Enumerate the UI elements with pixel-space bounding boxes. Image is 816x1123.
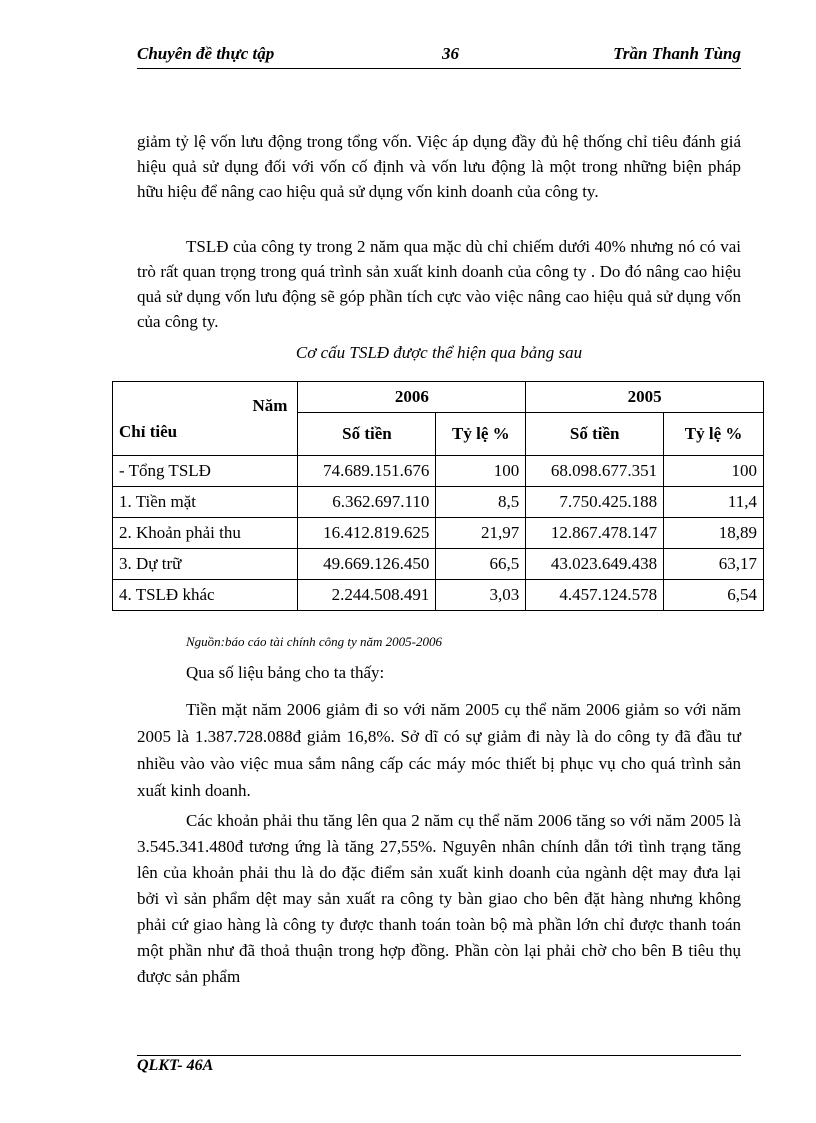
corner-year-label: Năm [252,396,288,415]
amount-2005: 43.023.649.438 [526,549,664,580]
paragraph-4: Tiền mặt năm 2006 giảm đi so với năm 2005 cụ thể năm 2006 giảm so với năm 2005 là 1.387.728.088đ giảm 16,8%. Sở dĩ có sự giảm đi này là do công ty đã đầu tư nhiều vào vào việc mua sắm nâng cấp các máy móc thiết bị phục vụ cho quá trình sản xuất kinh doanh. [137,700,741,800]
tsld-structure-table [112,381,764,611]
percent-2005: 18,89 [664,518,764,549]
table-row [113,487,764,518]
percent-2005: 100 [664,456,764,487]
column-header-amount-2005: Số tiền [526,413,664,456]
page-number: 36 [442,44,459,63]
header-author: Trần Thanh Tùng [613,44,741,63]
percent-2006: 21,97 [436,518,526,549]
table-row [113,580,764,611]
percent-2005: 6,54 [664,580,764,611]
row-label: 4. TSLĐ khác [113,580,298,611]
amount-2006: 2.244.508.491 [298,580,436,611]
row-label: - Tổng TSLĐ [113,456,298,487]
corner-indicator-label: Chỉ tiêu [119,422,178,441]
year-header-2005: 2005 [526,382,764,413]
amount-2005: 12.867.478.147 [526,518,664,549]
paragraph-2: TSLĐ của công ty trong 2 năm qua mặc dù chỉ chiếm dưới 40% nhưng nó có vai trò rất quan trọng trong quá trình sản xuất kinh doanh của công ty . Do đó nâng cao hiệu quả sử dụng vốn lưu động sẽ góp phần tích cực vào việc nâng cao hiệu quả sử dụng vốn của công ty. [137,237,741,331]
amount-2006: 16.412.819.625 [298,518,436,549]
row-label: 1. Tiền mặt [113,487,298,518]
header-title: Chuyên đề thực tập [137,44,275,63]
table-row [113,456,764,487]
table-row [113,518,764,549]
header-divider [137,68,741,69]
table-row [113,549,764,580]
amount-2005: 7.750.425.188 [526,487,664,518]
paragraph-3: Qua số liệu bảng cho ta thấy: [186,663,385,682]
percent-2006: 100 [436,456,526,487]
amount-2005: 4.457.124.578 [526,580,664,611]
amount-2006: 49.669.126.450 [298,549,436,580]
year-header-2006: 2006 [298,382,526,413]
row-label: 2. Khoản phải thu [113,518,298,549]
page-footer: QLKT- 46A [137,1057,214,1074]
table-corner-cell [113,382,298,456]
paragraph-5: Các khoản phải thu tăng lên qua 2 năm cụ thể năm 2006 tăng so với năm 2005 là 3.545.341.480đ tương ứng là tăng 27,55%. Nguyên nhân chính dẫn tới tình trạng tăng lên của khoản phải thu là do đặc điểm sản xuất kinh doanh của ngành dệt may đưa lại bởi vì sản phẩm dệt may sản xuất ra công ty bàn giao cho bên đặt hàng nhưng không phải cứ giao hàng là công ty được thanh toán toàn bộ mà phần lớn chỉ được thanh toán một phần như đã thoả thuận trong hợp đồng. Phần còn lại phải chờ cho bên B tiêu thụ được sản phẩm [137,811,741,986]
paragraph-1: giảm tỷ lệ vốn lưu động trong tổng vốn. Việc áp dụng đầy đủ hệ thống chỉ tiêu đánh giá hiệu quả sử dụng đối với vốn cố định và vốn lưu động là một trong những biện pháp hữu hiệu để nâng cao hiệu quả sử dụng vốn kinh doanh của công ty. [137,132,741,201]
percent-2005: 11,4 [664,487,764,518]
table-source-note: Nguồn:báo cáo tài chính công ty năm 2005-2006 [186,634,442,649]
column-header-percent-2006: Tỷ lệ % [436,413,526,456]
percent-2005: 63,17 [664,549,764,580]
page-header [137,44,741,68]
row-label: 3. Dự trữ [113,549,298,580]
column-header-amount-2006: Số tiền [298,413,436,456]
percent-2006: 8,5 [436,487,526,518]
percent-2006: 66,5 [436,549,526,580]
amount-2006: 6.362.697.110 [298,487,436,518]
amount-2005: 68.098.677.351 [526,456,664,487]
footer-divider [137,1055,741,1056]
percent-2006: 3,03 [436,580,526,611]
table-caption: Cơ cấu TSLĐ được thể hiện qua bảng sau [295,343,583,362]
amount-2006: 74.689.151.676 [298,456,436,487]
column-header-percent-2005: Tỷ lệ % [664,413,764,456]
